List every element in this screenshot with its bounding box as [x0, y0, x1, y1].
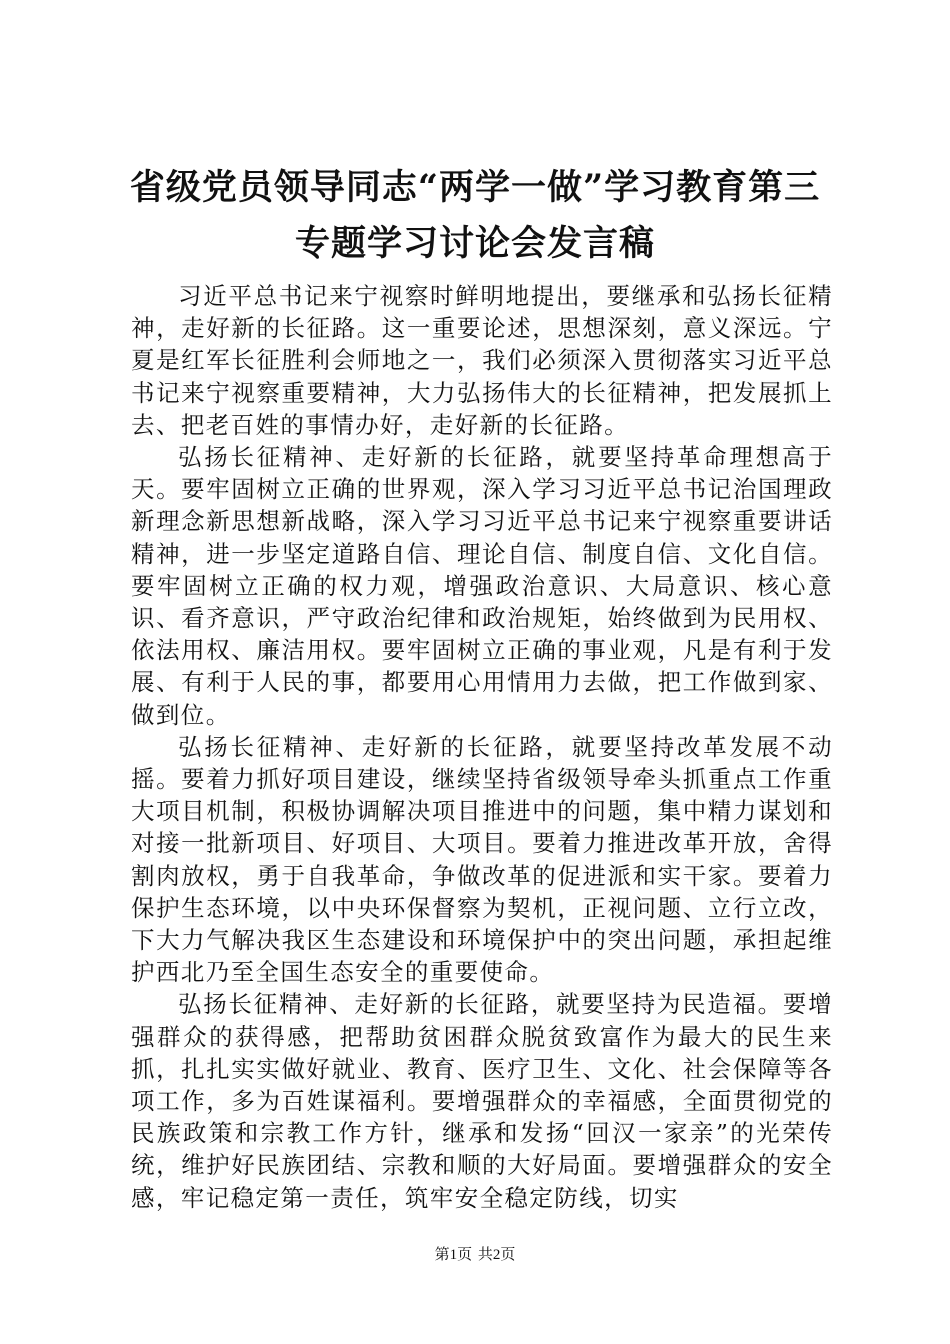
document-body	[131, 280, 833, 1214]
title-line-2: 专题学习讨论会发言稿	[294, 223, 655, 264]
page-number: 第1页	[434, 1247, 473, 1263]
paragraph-4: 弘扬长征精神、走好新的长征路，就要坚持为民造福。要增强群众的获得感，把帮助贫困群众脱贫致富作为最大的民生来抓，扎扎实实做好就业、教育、医疗卫生、文化、社会保障等各项工作，多为百姓谋福利。要增强群众的幸福感，全面贯彻党的民族政策和宗教工作方针，继承和发扬“回汉一家亲”的光荣传统，维护好民族团结、宗教和顺的大好局面。要增强群众的安全感，牢记稳定第一责任，筑牢安全稳定防线，切实	[131, 990, 833, 1212]
paragraph-1: 习近平总书记来宁视察时鲜明地提出，要继承和弘扬长征精神，走好新的长征路。这一重要论述，思想深刻，意义深远。宁夏是红军长征胜利会师地之一，我们必须深入贯彻落实习近平总书记来宁视察重要精神，大力弘扬伟大的长征精神，把发展抓上去、把老百姓的事情办好，走好新的长征路。	[131, 282, 833, 439]
page-footer	[0, 1243, 950, 1264]
page-total: 共2页	[477, 1247, 516, 1263]
paragraph-3: 弘扬长征精神、走好新的长征路，就要坚持改革发展不动摇。要着力抓好项目建设，继续坚持省级领导牵头抓重点工作重大项目机制，积极协调解决项目推进中的问题，集中精力谋划和对接一批新项目、好项目、大项目。要着力推进改革开放，舍得割肉放权，勇于自我革命，争做改革的促进派和实干家。要着力保护生态环境，以中央环保督察为契机，正视问题、立行立改，下大力气解决我区生态建设和环境保护中的突出问题，承担起维护西北乃至全国生态安全的重要使命。	[131, 732, 833, 987]
title-line-1: 省级党员领导同志“两学一做”学习教育第三	[129, 167, 821, 208]
document-title	[100, 160, 850, 272]
paragraph-2: 弘扬长征精神、走好新的长征路，就要坚持革命理想高于天。要牢固树立正确的世界观，深入学习习近平总书记治国理政新理念新思想新战略，深入学习习近平总书记来宁视察重要讲话精神，进一步坚定道路自信、理论自信、制度自信、文化自信。要牢固树立正确的权力观，增强政治意识、大局意识、核心意识、看齐意识，严守政治纪律和政治规矩，始终做到为民用权、依法用权、廉洁用权。要牢固树立正确的事业观，凡是有利于发展、有利于人民的事，都要用心用情用力去做，把工作做到家、做到位。	[131, 443, 833, 729]
